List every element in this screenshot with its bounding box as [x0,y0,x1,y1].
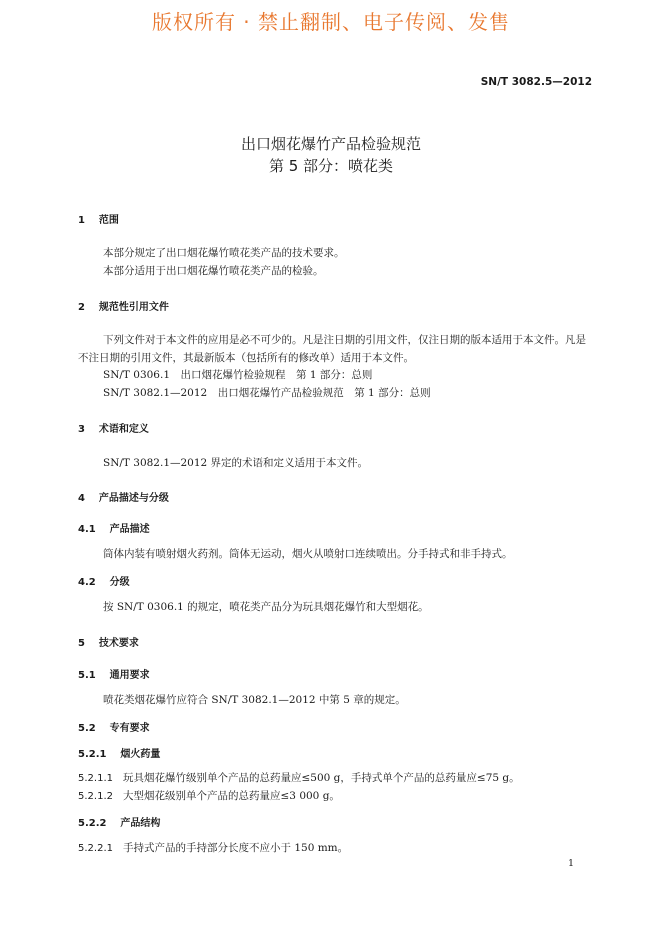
paragraph: 喷花类烟花爆竹应符合 SN/T 3082.1—2012 中第 5 章的规定。 [103,694,406,706]
section-number: 5.2.1 [78,749,107,760]
section-heading-4 [78,489,169,504]
paragraph: 本部分适用于出口烟花爆竹喷花类产品的检验。 [103,265,324,277]
section-number: 5.2 [78,723,96,734]
document-title: 出口烟花爆竹产品检验规范 [240,135,421,153]
section-heading-4-1 [78,520,150,535]
section-title: 通用要求 [109,670,150,681]
section-number: 4.2 [78,577,96,588]
section-title: 规范性引用文件 [98,302,169,313]
section-heading-2 [78,298,169,313]
document-subtitle: 第 5 部分：喷花类 [268,157,394,175]
section-title: 产品描述 [109,524,150,535]
section-number: 5.1 [78,670,96,681]
copyright-watermark: 版权所有 · 禁止翻制、电子传阅、发售 [151,10,511,34]
normative-reference: SN/T 3082.1—2012 出口烟花爆竹产品检验规范 第 1 部分：总则 [103,387,431,399]
section-number: 5 [78,638,85,649]
section-number: 4.1 [78,524,96,535]
section-heading-1 [78,211,119,226]
paragraph: 本部分规定了出口烟花爆竹喷花类产品的技术要求。 [103,247,345,259]
section-title: 范围 [98,215,119,226]
section-title: 专有要求 [109,723,150,734]
clause-text: 玩具烟花爆竹级别单个产品的总药量应≤500 g，手持式单个产品的总药量应≤75 g。 [123,772,520,784]
clause-5-2-1-2 [78,788,340,803]
clause-5-2-2-1 [78,840,348,855]
section-number: 3 [78,424,85,435]
paragraph: 下列文件对于本文件的应用是必不可少的。凡是注日期的引用文件，仅注日期的版本适用于本文件。凡是不注日期的引用文件，其最新版本（包括所有的修改单）适用于本文件。 [78,334,586,364]
paragraph: SN/T 3082.1—2012 界定的术语和定义适用于本文件。 [103,457,369,469]
section-title: 术语和定义 [98,424,149,435]
clause-number: 5.2.1.2 [78,791,113,802]
section-heading-5 [78,634,139,649]
section-number: 4 [78,493,85,504]
normative-reference: SN/T 0306.1 出口烟花爆竹检验规程 第 1 部分：总则 [103,369,373,381]
section-number: 2 [78,302,85,313]
section-title: 产品描述与分级 [98,493,169,504]
section-title: 产品结构 [120,818,161,829]
section-number: 5.2.2 [78,818,107,829]
section-heading-5-2 [78,719,150,734]
section-title: 技术要求 [98,638,139,649]
paragraph: 筒体内装有喷射烟火药剂。筒体无运动，烟火从喷射口连续喷出。分手持式和非手持式。 [103,548,513,560]
page-number: 1 [567,858,574,869]
section-heading-5-2-1 [78,745,160,760]
section-title: 分级 [109,577,130,588]
section-title: 烟火药量 [120,749,161,760]
section-heading-4-2 [78,573,130,588]
clause-text: 大型烟花级别单个产品的总药量应≤3 000 g。 [123,790,340,802]
section-heading-5-2-2 [78,814,160,829]
paragraph: 按 SN/T 0306.1 的规定，喷花类产品分为玩具烟花爆竹和大型烟花。 [103,601,429,613]
section-number: 1 [78,215,85,226]
section-heading-3 [78,420,149,435]
clause-text: 手持式产品的手持部分长度不应小于 150 mm。 [123,842,349,854]
clause-5-2-1-1 [78,770,520,785]
clause-number: 5.2.1.1 [78,773,113,784]
standard-number: SN/T 3082.5—2012 [480,76,592,88]
clause-number: 5.2.2.1 [78,843,113,854]
section-heading-5-1 [78,666,150,681]
